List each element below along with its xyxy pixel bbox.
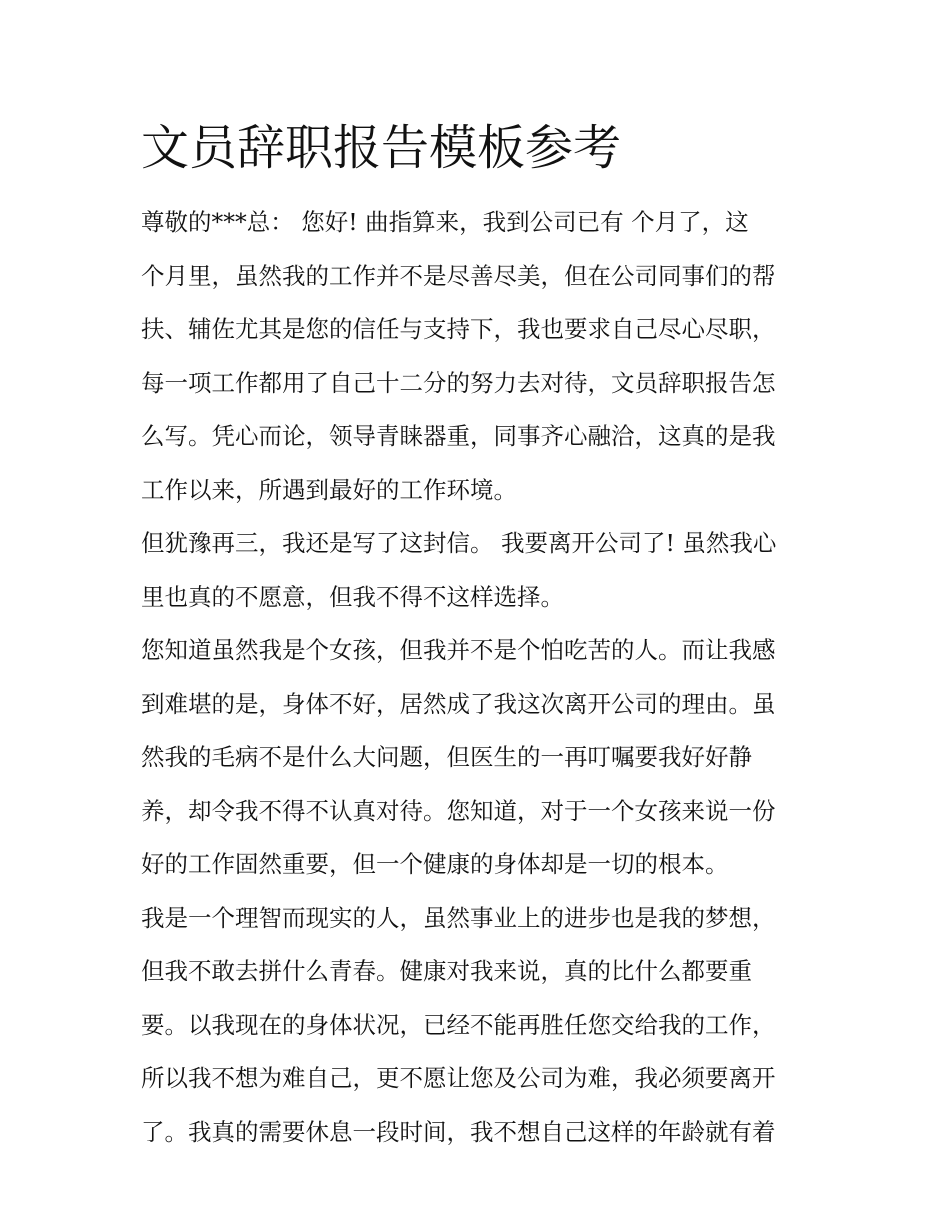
body-line: 个月里，虽然我的工作并不是尽善尽美，但在公司同事们的帮 (141, 261, 776, 290)
body-line: 要。以我现在的身体状况，已经不能再胜任您交给我的工作， (141, 1010, 776, 1039)
body-line: 但我不敢去拼什么青春。健康对我来说，真的比什么都要重 (141, 957, 752, 985)
document-body (141, 196, 821, 1159)
body-line: 工作以来，所遇到最好的工作环境。 (141, 475, 517, 504)
body-line: 扶、辅佐尤其是您的信任与支持下，我也要求自己尽心尽职， (141, 315, 776, 343)
document-title: 文员辞职报告模板参考 (141, 120, 622, 176)
body-line: 好的工作固然重要，但一个健康的身体却是一切的根本。 (141, 850, 729, 878)
body-line: 我是一个理智而现实的人，虽然事业上的进步也是我的梦想， (141, 903, 776, 932)
body-line: 您知道虽然我是个女孩，但我并不是个怕吃苦的人。而让我感 (141, 636, 776, 664)
body-line: 了。我真的需要休息一段时间，我不想自己这样的年龄就有着 (141, 1117, 776, 1146)
body-line: 到难堪的是，身体不好，居然成了我这次离开公司的理由。虽 (141, 689, 776, 718)
body-line: 每一项工作都用了自己十二分的努力去对待，文员辞职报告怎 (141, 368, 776, 397)
body-line: 尊敬的***总： 您好! 曲指算来，我到公司已有 个月了，这 (141, 208, 749, 236)
body-line: 所以我不想为难自己，更不愿让您及公司为难，我必须要离开 (141, 1064, 776, 1092)
body-line: 然我的毛病不是什么大问题，但医生的一再叮嘱要我好好静 (141, 743, 752, 771)
body-line: 但犹豫再三，我还是写了这封信。 我要离开公司了! 虽然我心 (141, 529, 777, 557)
body-line: 么写。凭心而论，领导青睐器重，同事齐心融洽，这真的是我 (141, 422, 776, 450)
body-line: 里也真的不愿意，但我不得不这样选择。 (141, 582, 564, 611)
body-line: 养，却令我不得不认真对待。您知道，对于一个女孩来说一份 (141, 796, 776, 825)
